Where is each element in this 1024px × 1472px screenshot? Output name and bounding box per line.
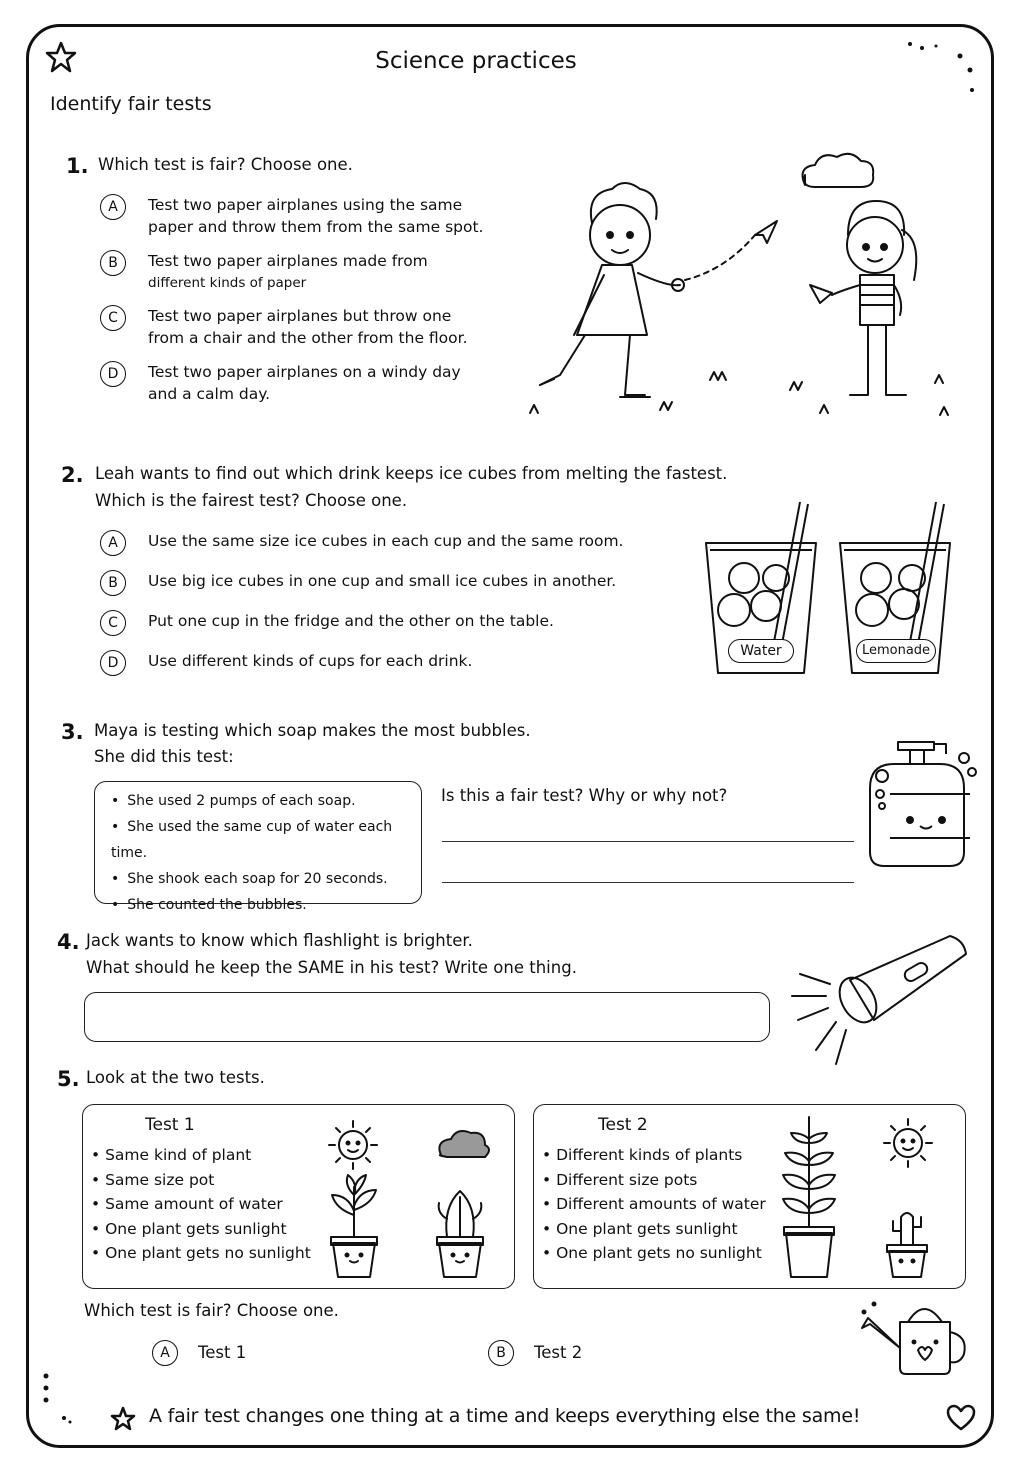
option-text: and a calm day. — [148, 385, 271, 403]
question-3-line2: She did this test: — [94, 747, 234, 766]
decorative-dots-icon — [900, 40, 980, 100]
option-letter[interactable]: D — [100, 361, 126, 387]
q1-option-c[interactable] — [100, 305, 483, 349]
question-3-line1: Maya is testing which soap makes the most bubbles. — [94, 721, 531, 740]
list-item: • One plant gets no sunlight — [542, 1241, 766, 1266]
paper-airplane-kids-illustration — [520, 135, 960, 425]
page-title: Science practices — [375, 48, 577, 74]
option-letter[interactable]: B — [488, 1340, 514, 1366]
question-1-options — [100, 194, 483, 405]
q2-option-c[interactable] — [100, 610, 623, 636]
list-item: • Different kinds of plants — [542, 1143, 766, 1168]
list-item: • Different amounts of water — [542, 1192, 766, 1217]
test-2-title: Test 2 — [598, 1115, 648, 1135]
footer-tip: A fair test changes one thing at a time and keeps everything else the same! — [149, 1405, 861, 1427]
sun-and-cloud-plants-icon — [319, 1115, 509, 1285]
cup-label-lemonade: Lemonade — [856, 639, 936, 663]
option-text: Test 1 — [198, 1343, 247, 1362]
answer-line-2[interactable] — [442, 882, 854, 883]
q2-option-a[interactable] — [100, 530, 623, 556]
heart-icon — [946, 1404, 976, 1432]
option-text: from a chair and the other from the floor. — [148, 329, 468, 347]
test-step: • She counted the bubbles. — [111, 892, 421, 918]
question-1-number: 1. — [66, 154, 89, 178]
option-letter[interactable]: A — [152, 1340, 178, 1366]
question-4-number: 4. — [57, 930, 80, 954]
q5-option-b[interactable] — [488, 1340, 582, 1366]
test-1-card — [82, 1104, 515, 1289]
q1-option-b[interactable] — [100, 250, 483, 294]
option-text: Test 2 — [534, 1343, 583, 1362]
option-text: Test two paper airplanes made from — [148, 252, 428, 270]
test-2-list — [542, 1143, 766, 1266]
test-step: • She used the same cup of water each time. — [111, 814, 421, 866]
list-item: • Same kind of plant — [91, 1143, 311, 1168]
question-5-choose: Which test is fair? Choose one. — [84, 1301, 339, 1320]
test-1-list — [91, 1143, 311, 1266]
q2-option-b[interactable] — [100, 570, 623, 596]
option-letter[interactable]: A — [100, 530, 126, 556]
option-text: Use big ice cubes in one cup and small ice cubes in another. — [148, 572, 617, 590]
option-text: Use different kinds of cups for each drink. — [148, 652, 473, 670]
footer-dots-icon — [40, 1372, 80, 1432]
test-step: • She used 2 pumps of each soap. — [111, 788, 421, 814]
test-1-title: Test 1 — [145, 1115, 195, 1135]
list-item: • One plant gets sunlight — [542, 1217, 766, 1242]
question-2-options — [100, 530, 623, 676]
option-text: Use the same size ice cubes in each cup and the same room. — [148, 532, 624, 550]
page-subtitle: Identify fair tests — [50, 93, 212, 115]
list-item: • Different size pots — [542, 1168, 766, 1193]
option-text: Put one cup in the fridge and the other on the table. — [148, 612, 554, 630]
q1-option-d[interactable] — [100, 361, 483, 405]
footer-star-icon — [110, 1406, 136, 1432]
option-letter[interactable]: A — [100, 194, 126, 220]
option-letter[interactable]: B — [100, 250, 126, 276]
question-5-number: 5. — [57, 1067, 80, 1091]
list-item: • Same amount of water — [91, 1192, 311, 1217]
question-2-line2: Which is the fairest test? Choose one. — [95, 491, 408, 510]
answer-input-box[interactable] — [84, 992, 770, 1042]
q2-option-d[interactable] — [100, 650, 623, 676]
list-item: • One plant gets sunlight — [91, 1217, 311, 1242]
option-text: paper and throw them from the same spot. — [148, 218, 484, 236]
list-item: • Same size pot — [91, 1168, 311, 1193]
option-letter[interactable]: C — [100, 610, 126, 636]
option-text: Test two paper airplanes but throw one — [148, 307, 452, 325]
test-step: • She shook each soap for 20 seconds. — [111, 866, 421, 892]
question-2-line1: Leah wants to find out which drink keeps ice cubes from melting the fastest. — [95, 464, 728, 483]
flashlight-icon — [790, 930, 970, 1070]
option-letter[interactable]: B — [100, 570, 126, 596]
answer-line-1[interactable] — [442, 841, 854, 842]
option-text: different kinds of paper — [148, 275, 307, 291]
option-text: Test two paper airplanes on a windy day — [148, 363, 461, 381]
question-2-number: 2. — [61, 463, 84, 487]
soap-bottle-icon — [868, 736, 978, 868]
question-3-prompt: Is this a fair test? Why or why not? — [441, 786, 728, 805]
list-item: • One plant gets no sunlight — [91, 1241, 311, 1266]
question-5-text: Look at the two tests. — [86, 1068, 265, 1087]
test-2-card — [533, 1104, 966, 1289]
question-3-number: 3. — [61, 720, 84, 744]
sun-and-plants-icon — [774, 1113, 964, 1283]
option-letter[interactable]: C — [100, 305, 126, 331]
question-1-text: Which test is fair? Choose one. — [98, 155, 353, 174]
soap-test-steps-box — [94, 781, 422, 913]
question-4-line1: Jack wants to know which flashlight is brighter. — [86, 931, 473, 950]
question-4-line2: What should he keep the SAME in his test? Write one thing. — [86, 958, 577, 977]
watering-can-icon — [856, 1298, 972, 1378]
q1-option-a[interactable] — [100, 194, 483, 238]
cup-label-water: Water — [728, 639, 794, 663]
option-text: Test two paper airplanes using the same — [148, 196, 463, 214]
q5-option-a[interactable] — [152, 1340, 246, 1366]
option-letter[interactable]: D — [100, 650, 126, 676]
